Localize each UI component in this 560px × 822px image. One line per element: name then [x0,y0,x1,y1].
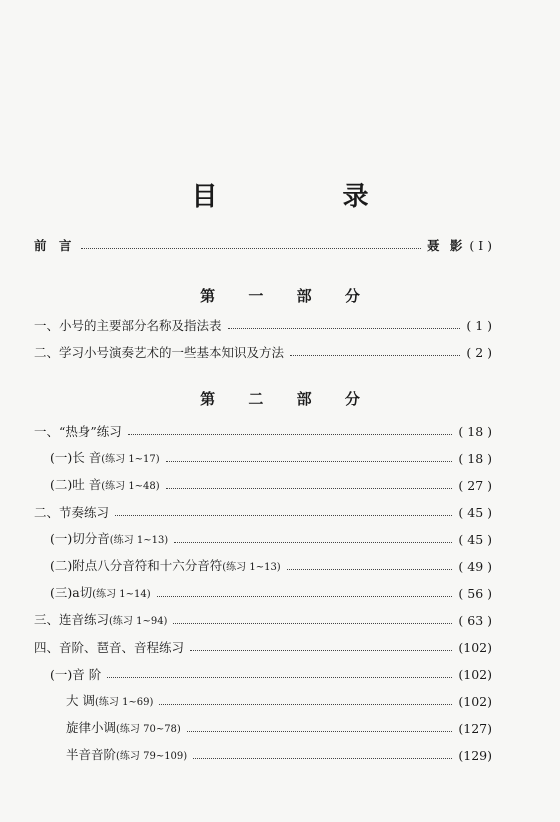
preface-author: 聂 影 [427,238,466,253]
toc-entry[interactable] [34,611,492,631]
dot-leader [159,703,452,705]
dot-leader [287,568,453,570]
toc-entry-label: 二、学习小号演奏艺术的一些基本知识及方法 [34,345,285,360]
toc-entry[interactable] [66,692,492,712]
toc-entry-page: ( 2 ) [466,345,492,360]
toc-entry-note: (练习 1~13) [222,562,281,573]
dot-leader [107,676,452,678]
dot-leader [166,460,453,462]
toc-entry-page: ( 49 ) [458,559,492,574]
toc-entry-page: ( 63 ) [458,613,492,628]
toc-entry-label: (二)附点八分音符和十六分音符 [50,558,223,573]
toc-entry[interactable] [66,719,492,739]
toc-entry-note: (练习 70~78) [116,724,181,735]
toc-entry-note: (练习 1~13) [109,535,169,546]
toc-entry-page: (102) [458,640,492,655]
dot-leader [190,649,452,651]
dot-leader [115,514,452,516]
toc-entry-page: (102) [458,667,492,682]
toc-entry-label: (一)音 阶 [50,667,102,682]
toc-entry-page: ( 45 ) [458,505,492,520]
toc-entry-label: 四、音阶、琶音、音程练习 [34,640,185,655]
toc-entry-label: 前 言 [34,238,76,253]
toc-entry-page: (127) [458,721,492,736]
toc-entry-label: (一)切分音 [50,531,110,546]
toc-entry-label: 三、连音练习 [34,612,110,627]
dot-leader [157,595,453,597]
toc-entry-label: 一、小号的主要部分名称及指法表 [34,318,222,333]
dot-leader [193,757,452,759]
dot-leader [187,730,453,732]
toc-entry-label: 二、节奏练习 [34,505,110,520]
toc-entry[interactable] [50,530,492,550]
toc-entry-note: (练习 1~17) [101,454,160,465]
part-two-heading: 第 二 部 分 [200,390,374,408]
toc-entry-label: 一、“热身”练习 [34,424,122,439]
toc-entry-note: (练习 1~69) [94,697,154,708]
toc-entry-page: ( 27 ) [458,478,492,493]
toc-entry[interactable] [34,638,492,658]
toc-entry-label: (一)长 音 [50,450,102,465]
page-title: 目 录 [191,182,427,212]
toc-entry-label: (三)a切 [50,585,93,600]
toc-entry-page: (102) [458,694,492,709]
toc-entry-note: (练习 1~14) [92,589,151,600]
toc-entry-page: (129) [458,748,492,763]
toc-entry[interactable] [50,584,492,604]
dot-leader [81,247,421,249]
toc-entry[interactable] [34,503,492,523]
toc-entry[interactable] [34,316,492,336]
dot-leader [228,327,461,329]
toc-entry-note: (练习 1~48) [101,481,160,492]
dot-leader [174,541,452,543]
toc-entry[interactable] [34,343,492,363]
dot-leader [173,622,452,624]
toc-entry-page: ( 1 ) [466,318,492,333]
toc-entry[interactable] [34,422,492,442]
toc-entry-note: (练习 1~94) [109,616,168,627]
toc-entry-page: ( 45 ) [458,532,492,547]
toc-entry-note: (练习 79~109) [116,751,188,762]
toc-entry-page: ( 56 ) [458,586,492,601]
toc-entry-page: ( I ) [469,238,492,253]
toc-entry[interactable] [50,476,492,496]
toc-entry-page: ( 18 ) [458,451,492,466]
dot-leader [166,487,453,489]
toc-entry-preface[interactable] [34,236,492,256]
toc-entry-label: 大 调 [66,693,95,708]
toc-entry-page: ( 18 ) [458,424,492,439]
toc-entry[interactable] [50,557,492,577]
dot-leader [290,354,460,356]
toc-entry-label: (二)吐 音 [50,477,102,492]
dot-leader [128,433,453,435]
toc-entry-label: 旋律小调 [66,720,117,735]
part-one-heading: 第 一 部 分 [200,287,374,305]
toc-entry[interactable] [66,746,492,766]
toc-entry-label: 半音音阶 [66,747,117,762]
toc-entry[interactable] [50,665,492,685]
toc-entry[interactable] [50,449,492,469]
